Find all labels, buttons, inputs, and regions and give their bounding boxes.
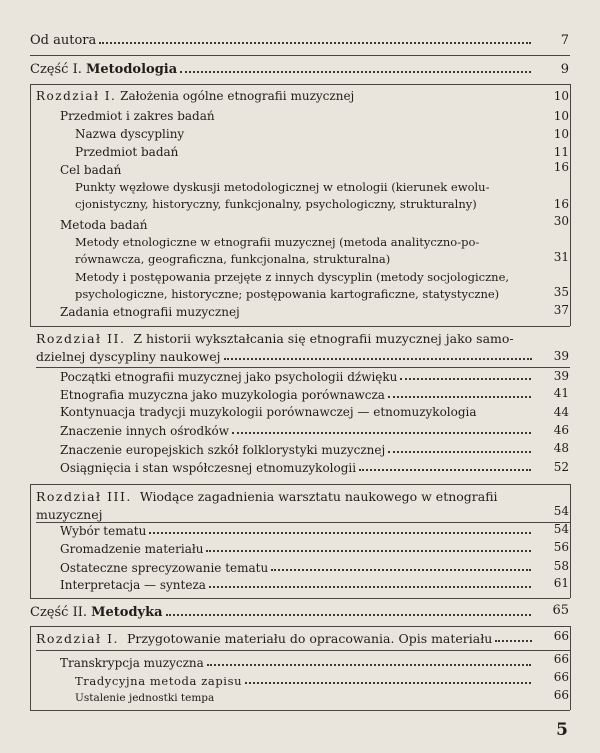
entry-page: 39 — [553, 369, 569, 383]
leader-dots — [359, 469, 531, 471]
toc-entry[interactable] — [60, 656, 535, 670]
entry-page: 65 — [552, 603, 569, 618]
entry-title: Ustalenie jednostki tempa — [75, 692, 217, 704]
entry-page: 58 — [553, 559, 569, 573]
leader-dots — [388, 396, 531, 398]
section-frame-left — [30, 484, 31, 598]
entry-title: Metoda badań — [60, 218, 151, 232]
entry-title: Ostateczne sprecyzowanie tematu — [60, 561, 271, 575]
entry-page: 48 — [553, 441, 569, 455]
leader-dots — [207, 664, 531, 666]
leader-dots — [180, 71, 531, 73]
toc-entry-cont[interactable] — [36, 349, 536, 364]
entry-title: Osiągnięcia i stan współczesnej etnomuzykologii — [60, 461, 359, 475]
toc-entry[interactable] — [60, 305, 535, 319]
leader-dots — [224, 358, 532, 360]
divider — [36, 650, 570, 651]
chapter-label: Rozdział III. — [36, 489, 132, 504]
toc-entry[interactable] — [36, 331, 566, 346]
part-label: Część II. — [30, 605, 87, 620]
toc-entry-cont[interactable] — [75, 287, 545, 301]
entry-title-line2: psychologiczne, historyczne; postępowania kartograficzne, statystyczne) — [75, 287, 502, 301]
part-title: Metodyka — [91, 605, 163, 620]
entry-page: 54 — [553, 522, 569, 536]
toc-entry[interactable] — [30, 605, 535, 620]
entry-title: Przedmiot badań — [75, 145, 181, 159]
leader-dots — [245, 682, 531, 684]
leader-dots — [99, 42, 531, 44]
toc-entry[interactable] — [60, 524, 535, 538]
entry-page: 7 — [560, 33, 569, 48]
toc-entry[interactable] — [60, 388, 535, 402]
entry-title: Interpretacja — synteza — [60, 578, 209, 592]
entry-page: 11 — [553, 145, 569, 159]
divider — [30, 626, 570, 627]
entry-page: 61 — [553, 576, 569, 590]
divider — [36, 367, 570, 368]
divider — [30, 484, 570, 485]
entry-page: 46 — [553, 423, 569, 437]
entry-title-line1: Metody etnologiczne w etnografii muzycznej (metoda analityczno-po- — [75, 235, 482, 249]
entry-title: Przedmiot i zakres badań — [60, 109, 218, 123]
divider — [30, 326, 570, 327]
section-frame-right — [570, 484, 571, 598]
divider — [30, 55, 570, 56]
leader-dots — [271, 569, 531, 571]
entry-page: 30 — [553, 214, 569, 228]
entry-page: 66 — [553, 629, 569, 643]
toc-entry-cont[interactable] — [36, 507, 536, 522]
entry-title: Od autora — [30, 33, 99, 48]
entry-page: 35 — [553, 285, 569, 299]
entry-title: Nazwa dyscypliny — [75, 127, 187, 141]
leader-dots — [209, 586, 531, 588]
entry-title-line1: Metody i postępowania przejęte z innych dyscyplin (metody socjologiczne, — [75, 270, 512, 284]
chapter-title: Wiodące zagadnienia warsztatu naukowego w etnografii — [139, 489, 498, 504]
toc-entry-cont[interactable] — [75, 197, 545, 211]
toc-entry[interactable] — [75, 145, 535, 159]
entry-page: 39 — [553, 349, 569, 363]
toc-entry[interactable] — [60, 443, 535, 457]
divider — [36, 522, 570, 523]
entry-page: 44 — [553, 405, 569, 419]
entry-page: 66 — [553, 688, 569, 702]
toc-entry[interactable] — [60, 218, 535, 232]
chapter-title: Z historii wykształcania się etnografii muzycznej jako samo- — [133, 331, 514, 346]
toc-entry[interactable] — [75, 180, 565, 194]
entry-title: Znaczenie innych ośrodków — [60, 424, 232, 438]
chapter-label: Rozdział I. — [36, 631, 119, 646]
entry-page: 52 — [553, 460, 569, 474]
entry-page: 37 — [553, 303, 569, 317]
divider — [30, 84, 570, 85]
toc-entry[interactable] — [75, 674, 535, 688]
entry-page: 10 — [553, 89, 569, 103]
entry-page: 16 — [553, 160, 569, 174]
chapter-title: Przygotowanie materiału do opracowania. Opis materiału — [126, 631, 493, 646]
entry-title: Gromadzenie materiału — [60, 542, 206, 556]
leader-dots — [149, 532, 531, 534]
entry-title-line1: Punkty węzłowe dyskusji metodologicznej w etnologii (kierunek ewolu- — [75, 180, 492, 194]
toc-entry[interactable] — [60, 109, 535, 123]
toc-entry[interactable] — [60, 370, 535, 384]
entry-title: Etnografia muzyczna jako muzykologia porównawcza — [60, 388, 388, 402]
leader-dots — [495, 640, 532, 642]
entry-page: 31 — [553, 250, 569, 264]
entry-title: Tradycyjna metoda zapisu — [75, 674, 245, 688]
entry-title: Transkrypcja muzyczna — [60, 656, 207, 670]
toc-entry[interactable] — [30, 62, 535, 77]
entry-title: Cel badań — [60, 163, 124, 177]
divider — [30, 710, 570, 711]
chapter-label: Rozdział II. — [36, 331, 126, 346]
chapter-title: Założenia ogólne etnografii muzycznej — [120, 89, 355, 103]
entry-title: Zadania etnografii muzycznej — [60, 305, 243, 319]
section-frame-left — [30, 626, 31, 710]
toc-entry[interactable] — [60, 405, 535, 419]
entry-title-line2: dzielnej dyscypliny naukowej — [36, 349, 224, 364]
toc-entry[interactable] — [36, 631, 536, 646]
entry-title-line2: muzycznej — [36, 507, 105, 522]
toc-entry-cont[interactable] — [75, 252, 545, 266]
toc-entry[interactable] — [75, 270, 565, 284]
leader-dots — [400, 378, 531, 380]
entry-title: Kontynuacja tradycji muzykologii porównawczej — etnomuzykologia — [60, 405, 480, 419]
toc-entry[interactable] — [60, 424, 535, 438]
entry-page: 66 — [553, 652, 569, 666]
chapter-label: Rozdział I. — [36, 89, 117, 103]
entry-title-line2: cjonistyczny, historyczny, funkcjonalny, psychologiczny, strukturalny) — [75, 197, 480, 211]
toc-entry[interactable] — [36, 489, 566, 504]
toc-entry[interactable] — [60, 461, 535, 475]
leader-dots — [232, 432, 531, 434]
leader-dots — [166, 614, 531, 616]
section-frame-right — [570, 84, 571, 326]
entry-title: Wybór tematu — [60, 524, 149, 538]
entry-page: 10 — [553, 109, 569, 123]
entry-page: 9 — [560, 62, 569, 77]
toc-entry[interactable] — [75, 235, 565, 249]
part-label: Część I. — [30, 62, 82, 77]
toc-entry[interactable] — [75, 127, 535, 141]
entry-page: 56 — [553, 540, 569, 554]
leader-dots — [206, 550, 531, 552]
toc-entry[interactable] — [60, 578, 535, 592]
entry-page: 66 — [553, 670, 569, 684]
leader-dots — [388, 451, 531, 453]
toc-entry[interactable] — [60, 561, 535, 575]
entry-page: 10 — [553, 127, 569, 141]
section-frame-right — [570, 626, 571, 710]
part-title: Metodologia — [85, 62, 178, 77]
entry-title-line2: równawcza, geograficzna, funkcjonalna, strukturalna) — [75, 252, 393, 266]
toc-entry[interactable] — [75, 692, 535, 704]
toc-entry[interactable] — [36, 89, 536, 103]
entry-page: 41 — [553, 386, 569, 400]
toc-entry[interactable] — [30, 33, 535, 48]
toc-entry[interactable] — [60, 542, 535, 556]
entry-title: Początki etnografii muzycznej jako psychologii dźwięku — [60, 370, 400, 384]
divider — [30, 598, 570, 599]
entry-page: 16 — [553, 197, 569, 211]
section-frame-left — [30, 84, 31, 326]
page-number: 5 — [556, 720, 568, 740]
toc-entry[interactable] — [60, 163, 535, 177]
entry-title: Znaczenie europejskich szkół folklorystyki muzycznej — [60, 443, 388, 457]
entry-page: 54 — [553, 504, 569, 518]
